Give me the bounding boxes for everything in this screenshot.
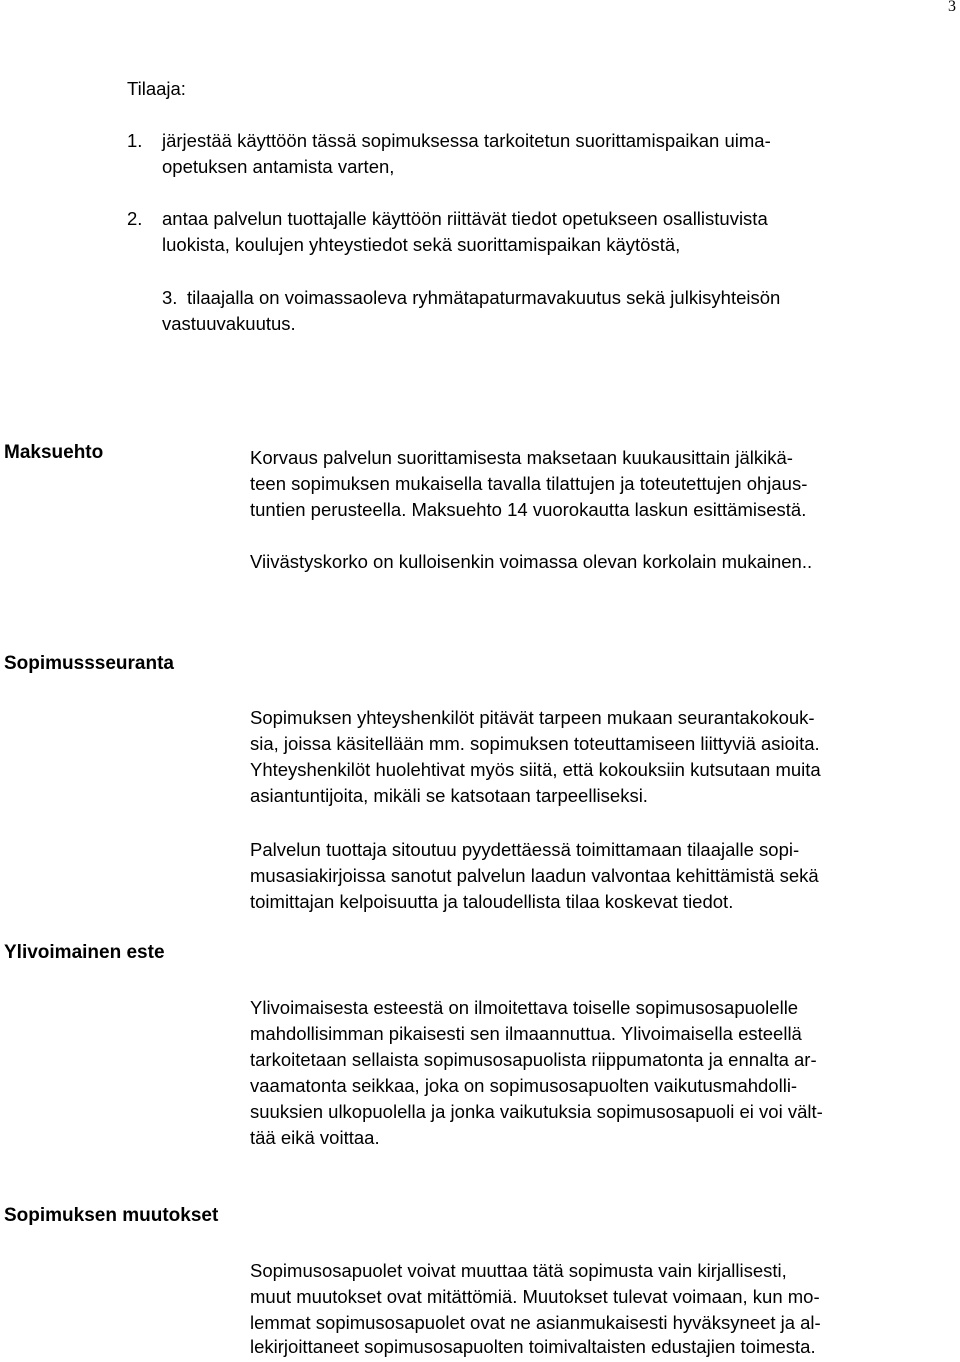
paragraph-line: muut muutokset ovat mitättömiä. Muutokset tulevat voimaan, kun mo- xyxy=(250,1286,820,1307)
muutokset-heading: Sopimuksen muutokset xyxy=(4,1205,219,1226)
list-item-number: 1. xyxy=(127,130,143,151)
list-item-number: 3. xyxy=(162,287,178,308)
paragraph-line: Sopimuksen yhteyshenkilöt pitävät tarpeen mukaan seurantakokouk- xyxy=(250,707,815,728)
list-item-number: 2. xyxy=(127,208,143,229)
paragraph-line: Yhteyshenkilöt huolehtivat myös siitä, että kokouksiin kutsutaan muita xyxy=(250,759,821,780)
paragraph-line: tuntien perusteella. Maksuehto 14 vuorokautta laskun esittämisestä. xyxy=(250,499,807,520)
list-item-line: opetuksen antamista varten, xyxy=(162,156,395,177)
paragraph-line: toimittajan kelpoisuutta ja taloudellista tilaa koskevat tiedot. xyxy=(250,891,734,912)
list-item-line: antaa palvelun tuottajalle käyttöön riittävät tiedot opetukseen osallistuvista xyxy=(162,208,768,229)
paragraph-line: lekirjoittaneet sopimusosapuolten toimivaltaisten edustajien toimesta. xyxy=(250,1336,816,1357)
ylivoimainen-heading: Ylivoimainen este xyxy=(4,942,165,963)
sopimusseuranta-heading: Sopimussseuranta xyxy=(4,653,174,674)
page-number: 3 xyxy=(948,0,956,15)
tilaaja-heading: Tilaaja: xyxy=(127,78,186,99)
paragraph-line: Palvelun tuottaja sitoutuu pyydettäessä toimittamaan tilaajalle sopi- xyxy=(250,839,800,860)
list-item-line: tilaajalla on voimassaoleva ryhmätapaturmavakuutus sekä julkisyhteisön xyxy=(187,287,781,308)
list-item-line: luokista, koulujen yhteystiedot sekä suorittamispaikan käytöstä, xyxy=(162,234,681,255)
paragraph-line: teen sopimuksen mukaisella tavalla tilattujen ja toteutettujen ohjaus- xyxy=(250,473,808,494)
paragraph-line: musasiakirjoissa sanotut palvelun laadun valvontaa kehittämistä sekä xyxy=(250,865,819,886)
paragraph-line: suuksien ulkopuolella ja jonka vaikutuksia sopimusosapuoli ei voi vält- xyxy=(250,1101,823,1122)
list-item-line: järjestää käyttöön tässä sopimuksessa tarkoitetun suorittamispaikan uima- xyxy=(162,130,771,151)
paragraph-line: tää eikä voittaa. xyxy=(250,1127,380,1148)
paragraph-line: asiantuntijoita, mikäli se katsotaan tarpeelliseksi. xyxy=(250,785,648,806)
list-item-line: vastuuvakuutus. xyxy=(162,313,296,334)
paragraph-line: sia, joissa käsitellään mm. sopimuksen toteuttamiseen liittyviä asioita. xyxy=(250,733,820,754)
paragraph-line: tarkoitetaan sellaista sopimusosapuolista riippumatonta ja ennalta ar- xyxy=(250,1049,817,1070)
paragraph-line: vaamatonta seikkaa, joka on sopimusosapuolten vaikutusmahdolli- xyxy=(250,1075,798,1096)
paragraph-line: Sopimusosapuolet voivat muuttaa tätä sopimusta vain kirjallisesti, xyxy=(250,1260,787,1281)
paragraph-line: Viivästyskorko on kulloisenkin voimassa olevan korkolain mukainen.. xyxy=(250,551,813,572)
paragraph-line: Korvaus palvelun suorittamisesta maksetaan kuukausittain jälkikä- xyxy=(250,447,793,468)
paragraph-line: lemmat sopimusosapuolet ovat ne asianmukaisesti hyväksyneet ja al- xyxy=(250,1312,821,1333)
paragraph-line: mahdollisimman pikaisesti sen ilmaannuttua. Ylivoimaisella esteellä xyxy=(250,1023,802,1044)
paragraph-line: Ylivoimaisesta esteestä on ilmoitettava toiselle sopimusosapuolelle xyxy=(250,997,799,1018)
maksuehto-heading: Maksuehto xyxy=(4,442,104,463)
